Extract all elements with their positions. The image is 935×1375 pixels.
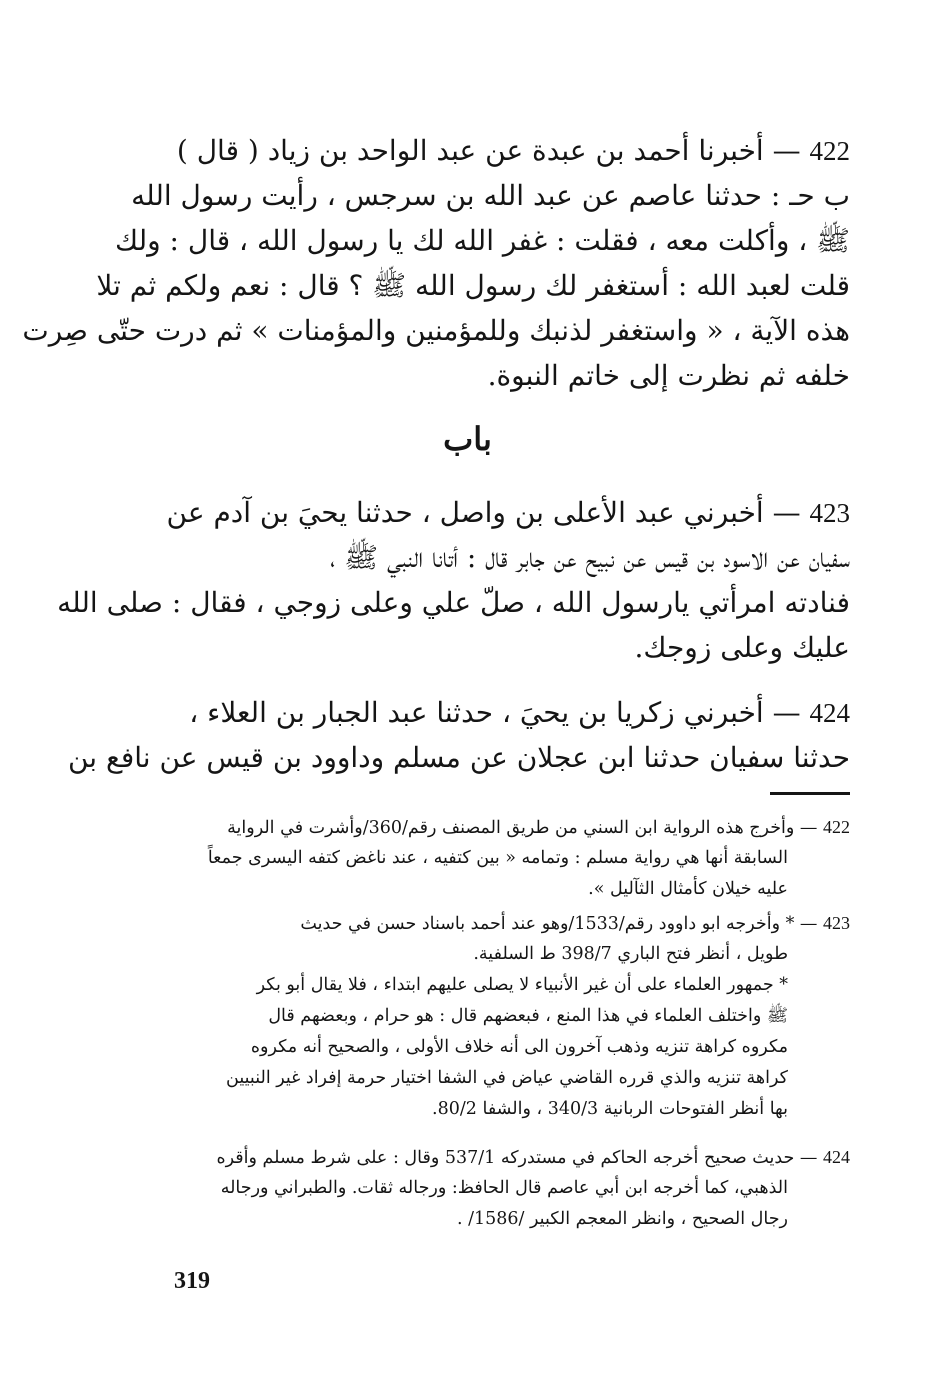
hadith-423-line-2: سفيان عن الاسود بن قيس عن نبيح عن جابر قال : أتانا النبي ﷺ ، [329,541,850,574]
footnote-line: الذهبي، كما أخرجه ابن أبي عاصم قال الحافظ: ورجاله ثقات. والطبراني ورجاله [220,1178,788,1198]
footnote-dash: — [799,914,818,934]
footnote-line: السابقة أنها هي رواية مسلم : وتمامه « بين كتفيه ، عند ناغض كتفه اليسرى جمعاً [207,848,788,868]
footnote-line: رجال الصحيح ، وانظر المعجم الكبير /1586/ . [456,1209,788,1229]
footnote-text: وأخرج هذه الرواية ابن السني من طريق المصنف رقم/360/وأشرت في الرواية [227,818,795,838]
footnote-line: كراهة تنزيه والذي قرره القاضي عياض في الشفا اختيار حرمة إفراد غير النبيين [226,1068,788,1088]
hadith-number: 423 [809,498,850,528]
hadith-423-line-4: عليك وعلى زوجك. [634,631,850,664]
hadith-424-line-1 [160,690,850,735]
hadith-422 [22,128,850,398]
footnote-line: بها أنظر الفتوحات الربانية 340/3 ، والشفا 80/2. [432,1099,788,1119]
hadith-423-line-1 [160,490,850,535]
hadith-423 [57,490,850,670]
hadith-422-line-2: ب حـ : حدثنا عاصم عن عبد الله بن سرجس ، رأيت رسول الله [131,179,850,212]
footnote-number: 423 [823,913,850,933]
footnote-line [160,812,850,843]
hadith-424-line-2: حدثنا سفيان حدثنا ابن عجلان عن مسلم وداوود بن قيس عن نافع بن [67,741,850,774]
footnote-line [160,1142,850,1173]
hadith-text: أخبرنا أحمد بن عبدة عن عبد الواحد بن زياد ( قال ) [176,134,764,167]
hadith-422-line-1 [160,128,850,173]
hadith-number: 422 [809,136,850,166]
hadith-422-line-4: قلت لعبد الله : أستغفر لك رسول الله ﷺ ؟ قال : نعم ولكم ثم تلا [96,269,850,302]
hadith-text: أخبرني زكريا بن يحيَ ، حدثنا عبد الجبار بن العلاء ، [189,696,764,729]
hadith-423-line-3: فنادته امرأتي يارسول الله ، صلّ علي وعلى زوجي ، فقال : صلى الله [57,586,850,619]
footnote-424 [160,1142,850,1235]
footnote-number: 424 [823,1147,850,1167]
hadith-number: 424 [809,698,850,728]
footnote-line: عليه خيلان كأمثال الثآليل ». [588,879,788,899]
hadith-dash: — [772,496,801,529]
hadith-dash: — [772,134,801,167]
hadith-424 [67,690,850,780]
hadith-text: أخبرني عبد الأعلى بن واصل ، حدثنا يحيَ بن آدم عن [166,496,764,529]
footnote-line: مكروه كراهة تنزيه وذهب آخرون الى أنه خلاف الأولى ، والصحيح أنه مكروه [250,1037,788,1057]
hadith-422-line-6: خلفه ثم نظرت إلى خاتم النبوة. [487,359,850,392]
page-number: 319 [174,1268,210,1294]
hadith-422-line-3: ﷺ ، وأكلت معه ، فقلت : غفر الله لك يا رسول الله ، قال : ولك [114,224,850,257]
hadith-dash: — [772,696,801,729]
footnote-line: ﷺ واختلف العلماء في هذا المنع ، فبعضهم قال : هو حرام ، وبعضهم قال [268,1006,788,1026]
footnote-422 [160,812,850,905]
footnote-line: * جمهور العلماء على أن غير الأنبياء لا يصلى عليهم ابتداء ، فلا يقال أبو بكر [256,975,788,995]
footnote-text: * وأخرجه ابو داوود رقم/1533/وهو عند أحمد باسناد حسن في حديث [300,914,795,934]
footnote-number: 422 [823,817,850,837]
footnote-text: حديث صحيح أخرجه الحاكم في مستدركه 537/1 وقال : على شرط مسلم وأقره [216,1148,795,1168]
footnote-line [160,908,850,939]
footnote-dash: — [799,818,818,838]
footnote-line: طويل ، أنظر فتح الباري 398/7 ط السلفية. [473,944,788,964]
hadith-422-line-5: هذه الآية ، « واستغفر لذنبك وللمؤمنين والمؤمنات » ثم درت حتّى صِرت [22,314,850,347]
chapter-heading: باب [443,420,492,458]
footnote-separator [770,792,850,795]
footnote-423 [160,908,850,1125]
footnote-dash: — [799,1148,818,1168]
